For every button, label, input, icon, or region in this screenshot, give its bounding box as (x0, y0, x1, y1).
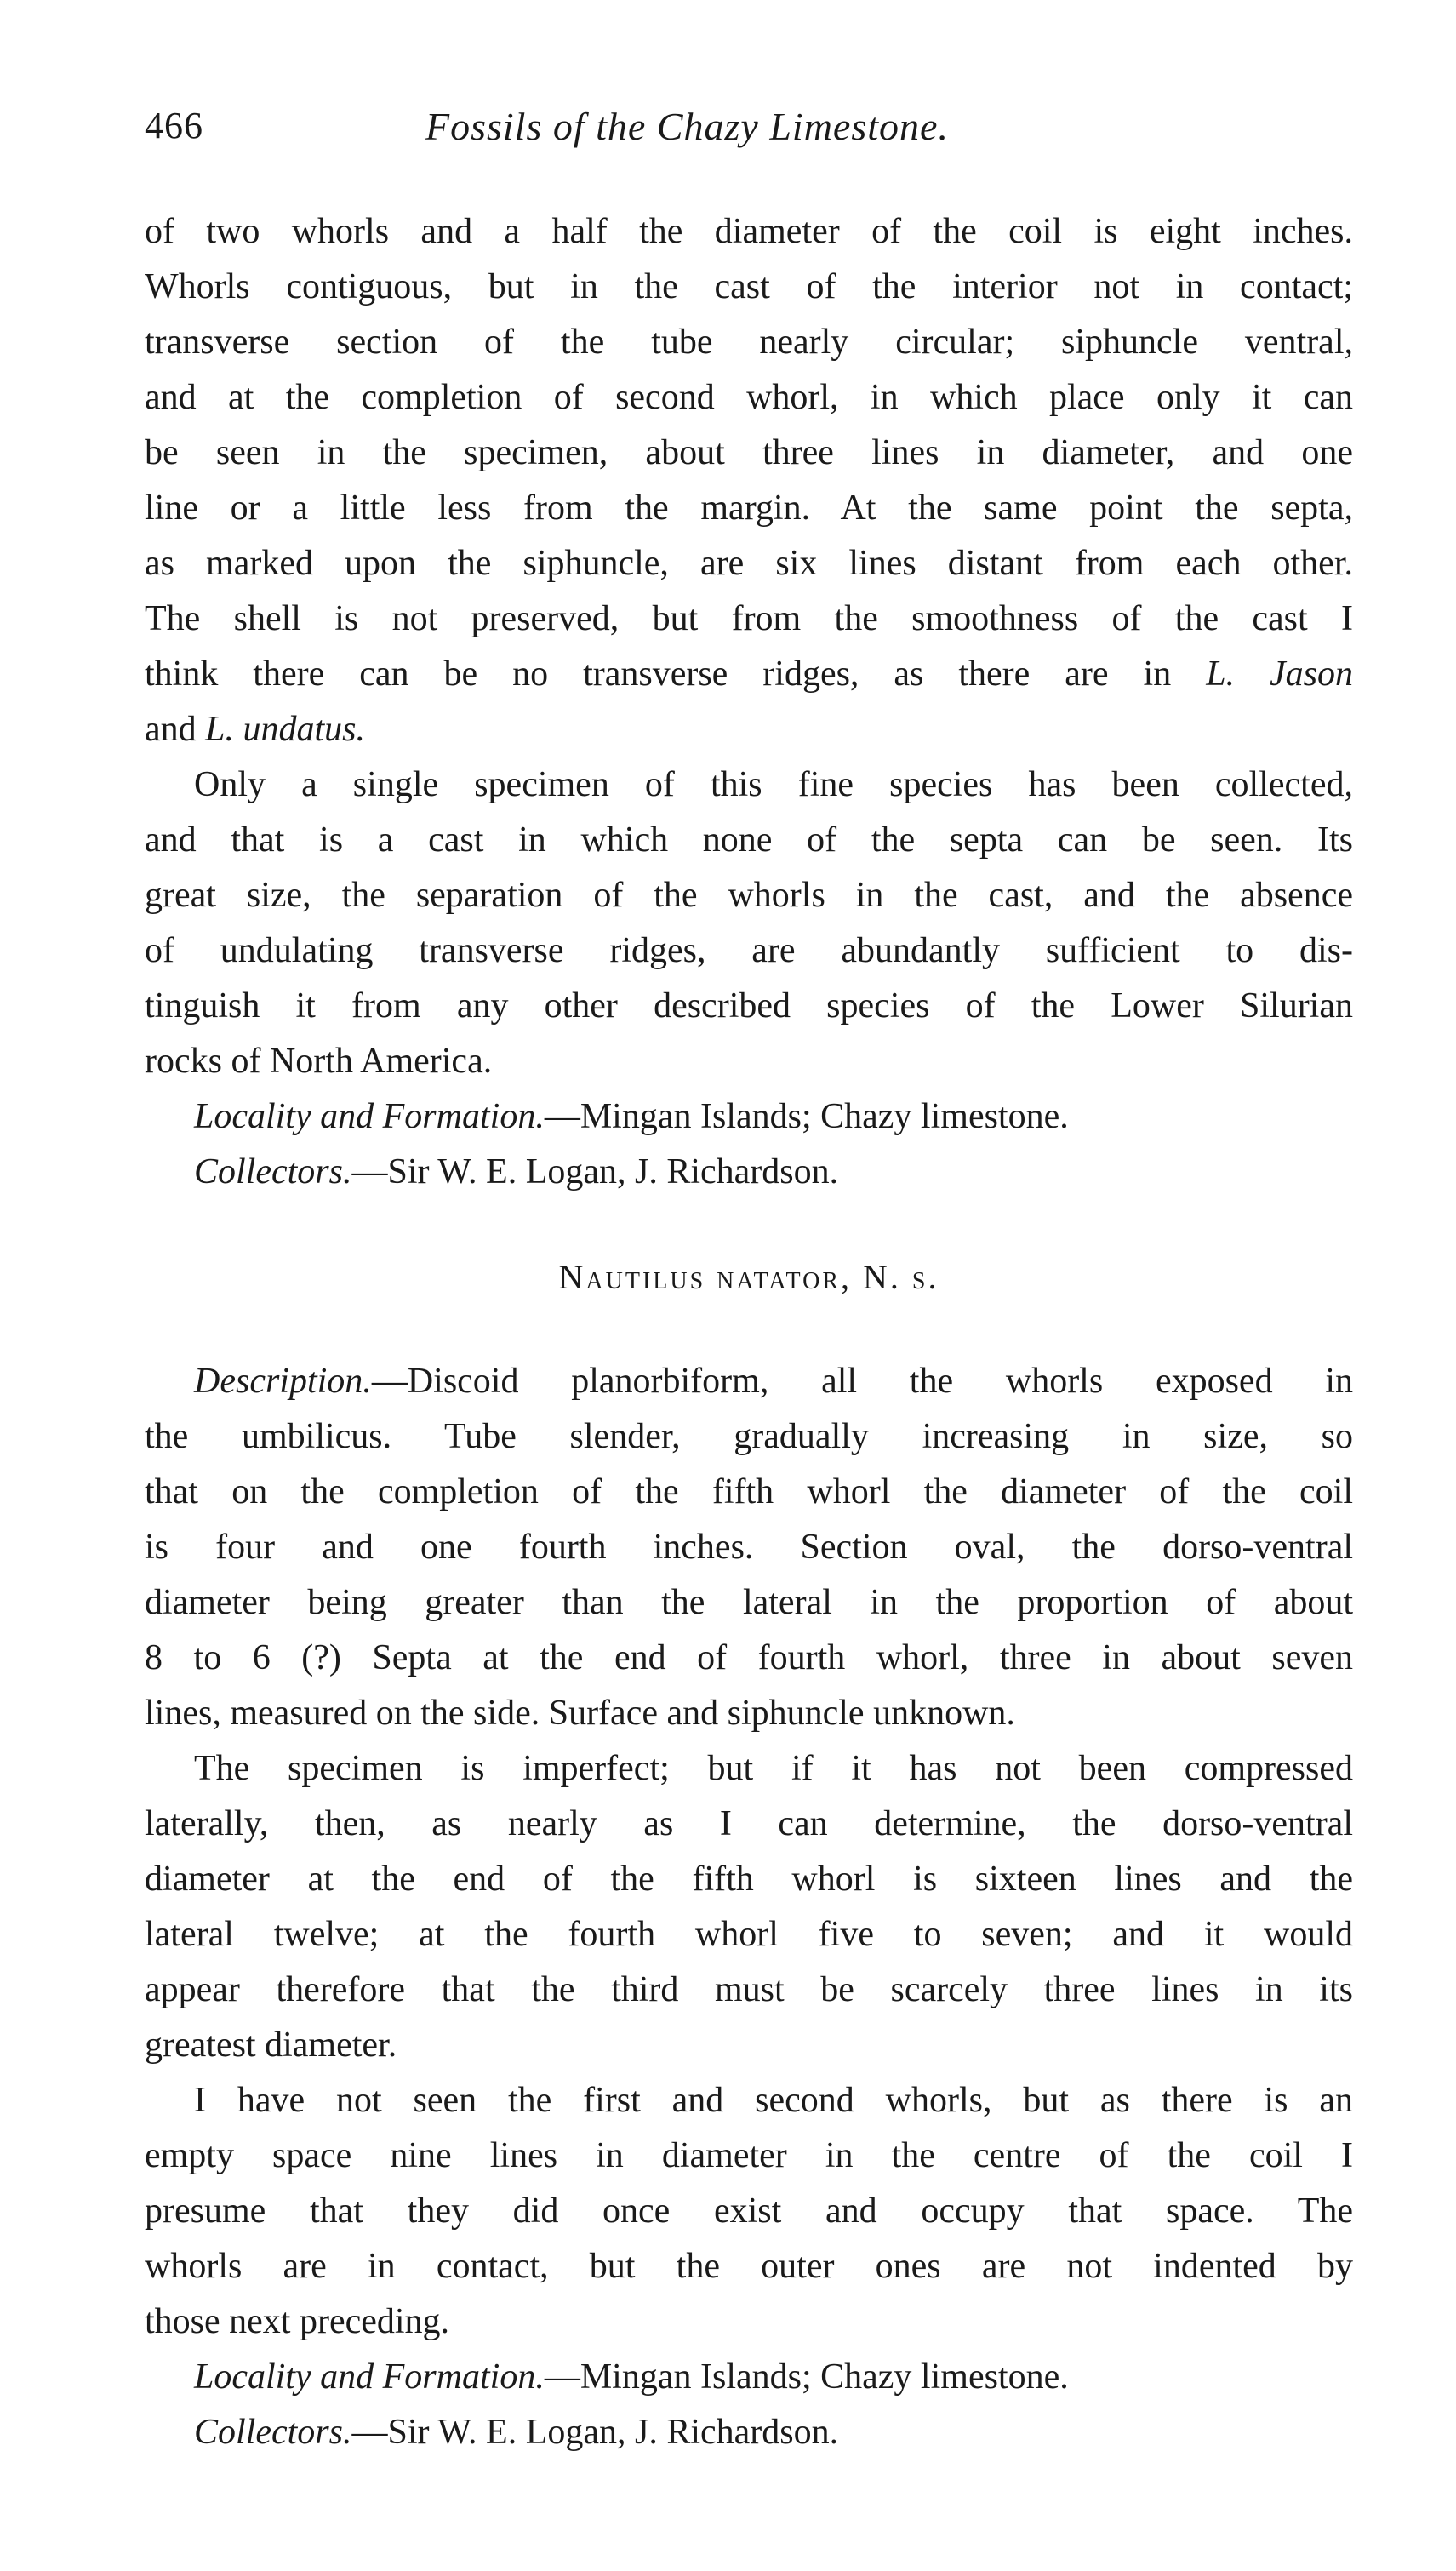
text-line: tinguish it from any other described species of the Lower Silurian (145, 986, 1353, 1026)
page-header (145, 104, 1336, 163)
text-line: diameter being greater than the lateral in the proportion of about (145, 1583, 1353, 1622)
paragraph-description (145, 1354, 1353, 1741)
text-line: of undulating transverse ridges, are abundantly sufficient to dis- (145, 931, 1353, 970)
text-fragment: think there can be no transverse ridges, as there are in (145, 654, 1172, 694)
locality-text: —Mingan Islands; Chazy limestone. (544, 2357, 1069, 2397)
text-line: The specimen is imperfect; but if it has not been compressed (194, 1749, 1353, 1788)
text-line: Only a single specimen of this fine species has been collected, (194, 765, 1353, 804)
text-line: lateral twelve; at the fourth whorl five to seven; and it would (145, 1915, 1353, 1954)
text-line-with-species (145, 702, 1353, 757)
text-line: and that is a cast in which none of the septa can be seen. Its (145, 820, 1353, 860)
text-line: line or a little less from the margin. At the same point the septa, (145, 488, 1353, 528)
collectors-text: —Sir W. E. Logan, J. Richardson. (351, 1152, 839, 1191)
page-number: 466 (145, 105, 203, 146)
text-line: the umbilicus. Tube slender, gradually increasing in size, so (145, 1417, 1353, 1456)
text-line: lines, measured on the side. Surface and siphuncle unknown. (145, 1694, 1015, 1733)
species-name: L. Jason (1206, 654, 1354, 694)
text-line: diameter at the end of the fifth whorl is sixteen lines and the (145, 1860, 1353, 1899)
species-heading: Nautilus natator, N. s. (558, 1258, 939, 1296)
text-line: whorls are in contact, but the outer ones are not indented by (145, 2247, 1353, 2286)
text-line: transverse section of the tube nearly circular; siphuncle ventral, (145, 323, 1353, 362)
text-line: 8 to 6 (?) Septa at the end of fourth whorl, three in about seven (145, 1638, 1353, 1677)
running-title: Fossils of the Chazy Limestone. (425, 105, 949, 148)
text-line: Whorls contiguous, but in the cast of the interior not in contact; (145, 267, 1353, 306)
text-line: be seen in the specimen, about three lines in diameter, and one (145, 433, 1353, 472)
paragraph-specimen-imperfect (145, 1741, 1353, 2073)
text-line: greatest diameter. (145, 2025, 397, 2065)
description-label: Description. (194, 1362, 372, 1401)
paragraph-continuation (145, 204, 1353, 757)
body-text (145, 204, 1353, 2460)
collectors-label: Collectors. (194, 2413, 352, 2452)
paragraph-single-specimen (145, 757, 1353, 1089)
text-line: is four and one fourth inches. Section oval, the dorso-ventral (145, 1528, 1353, 1567)
collectors-text: —Sir W. E. Logan, J. Richardson. (351, 2413, 839, 2452)
text-line-with-label (145, 1354, 1353, 1409)
locality-line (145, 2350, 1353, 2405)
text-fragment: —Discoid planorbiform, all the whorls exposed in (371, 1362, 1353, 1401)
text-line: of two whorls and a half the diameter of the coil is eight inches. (145, 212, 1353, 251)
text-line: laterally, then, as nearly as I can determine, the dorso-ventral (145, 1804, 1353, 1843)
locality-line (145, 1089, 1353, 1145)
text-line-with-species (145, 647, 1353, 702)
text-line: rocks of North America. (145, 1042, 493, 1081)
text-line: that on the completion of the fifth whorl the diameter of the coil (145, 1472, 1353, 1511)
text-line: those next preceding. (145, 2302, 450, 2341)
locality-text: —Mingan Islands; Chazy limestone. (544, 1097, 1069, 1136)
paragraph-first-second-whorls (145, 2073, 1353, 2350)
text-fragment: and (145, 710, 206, 749)
collectors-line (145, 1145, 1353, 1200)
text-line: and at the completion of second whorl, in which place only it can (145, 378, 1353, 417)
text-line: presume that they did once exist and occupy that space. The (145, 2191, 1353, 2231)
species-name: L. undatus. (205, 710, 366, 749)
collectors-label: Collectors. (194, 1152, 352, 1191)
text-line: The shell is not preserved, but from the smoothness of the cast I (145, 599, 1353, 638)
text-line: as marked upon the siphuncle, are six lines distant from each other. (145, 544, 1353, 583)
locality-label: Locality and Formation. (194, 2357, 545, 2397)
text-line: great size, the separation of the whorls in the cast, and the absence (145, 876, 1353, 915)
text-line: appear therefore that the third must be scarcely three lines in its (145, 1970, 1353, 2009)
locality-label: Locality and Formation. (194, 1097, 545, 1136)
text-line: empty space nine lines in diameter in the centre of the coil I (145, 2136, 1353, 2175)
collectors-line (145, 2405, 1353, 2460)
text-line: I have not seen the first and second whorls, but as there is an (194, 2081, 1353, 2120)
